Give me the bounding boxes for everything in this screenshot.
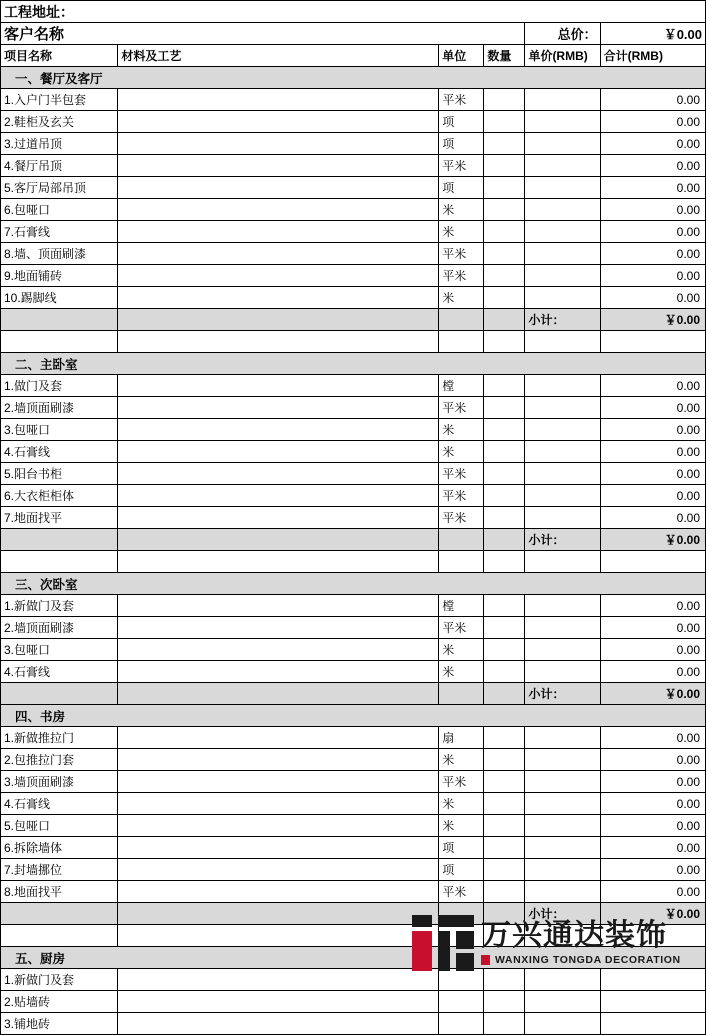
row-unit-cell: 平米 xyxy=(439,617,484,639)
row-total-cell: 0.00 xyxy=(600,441,705,463)
row-qty-cell[interactable] xyxy=(484,155,525,177)
row-price-cell[interactable] xyxy=(525,617,600,639)
row-qty-cell[interactable] xyxy=(484,727,525,749)
total-price-value: ￥0.00 xyxy=(600,23,705,45)
row-price-cell[interactable] xyxy=(525,661,600,683)
table-row[interactable] xyxy=(1,397,706,419)
row-item-name: 1.新做门及套 xyxy=(1,969,118,991)
row-qty-cell[interactable] xyxy=(484,463,525,485)
subtotal-row xyxy=(1,529,706,551)
row-item-name: 6.包哑口 xyxy=(1,199,118,221)
row-total-cell xyxy=(600,969,705,991)
row-price-cell[interactable] xyxy=(525,419,600,441)
section-title: 五、厨房 xyxy=(1,947,706,969)
row-material-cell[interactable] xyxy=(118,221,439,243)
customer-name-label: 客户名称 xyxy=(1,23,525,45)
table-row[interactable] xyxy=(1,485,706,507)
row-price-cell[interactable] xyxy=(525,837,600,859)
row-material-cell[interactable] xyxy=(118,507,439,529)
logo-company-name-cn: 万兴通达装饰 xyxy=(481,918,667,953)
subtotal-blank-3 xyxy=(439,529,484,551)
table-row[interactable] xyxy=(1,639,706,661)
spacer-cell-2 xyxy=(118,925,439,947)
table-row[interactable] xyxy=(1,727,706,749)
row-material-cell[interactable] xyxy=(118,617,439,639)
row-item-name: 3.过道吊顶 xyxy=(1,133,118,155)
subtotal-label: 小计： xyxy=(525,903,600,925)
row-material-cell[interactable] xyxy=(118,793,439,815)
row-price-cell[interactable] xyxy=(525,199,600,221)
row-qty-cell[interactable] xyxy=(484,177,525,199)
subtotal-blank-1 xyxy=(1,683,118,705)
row-total-cell: 0.00 xyxy=(600,815,705,837)
row-qty-cell[interactable] xyxy=(484,771,525,793)
row-qty-cell[interactable] xyxy=(484,595,525,617)
row-qty-cell[interactable] xyxy=(484,859,525,881)
row-item-name: 4.餐厅吊顶 xyxy=(1,155,118,177)
row-material-cell[interactable] xyxy=(118,287,439,309)
row-total-cell: 0.00 xyxy=(600,133,705,155)
row-unit-cell: 平米 xyxy=(439,243,484,265)
subtotal-blank-2 xyxy=(118,683,439,705)
spacer-cell-4 xyxy=(484,331,525,353)
table-row[interactable] xyxy=(1,221,706,243)
row-qty-cell[interactable] xyxy=(484,969,525,991)
row-unit-cell: 扇 xyxy=(439,727,484,749)
row-price-cell[interactable] xyxy=(525,265,600,287)
row-item-name: 4.石膏线 xyxy=(1,793,118,815)
row-item-name: 2.贴墙砖 xyxy=(1,991,118,1013)
row-total-cell: 0.00 xyxy=(600,199,705,221)
table-row[interactable] xyxy=(1,771,706,793)
customer-row xyxy=(1,23,706,45)
row-unit-cell: 米 xyxy=(439,419,484,441)
row-qty-cell[interactable] xyxy=(484,485,525,507)
row-material-cell[interactable] xyxy=(118,419,439,441)
row-material-cell[interactable] xyxy=(118,749,439,771)
row-unit-cell: 米 xyxy=(439,639,484,661)
row-unit-cell: 平米 xyxy=(439,485,484,507)
subtotal-blank-2 xyxy=(118,309,439,331)
table-row[interactable] xyxy=(1,441,706,463)
spacer-cell-3 xyxy=(439,331,484,353)
row-item-name: 3.铺地砖 xyxy=(1,1013,118,1035)
row-qty-cell[interactable] xyxy=(484,881,525,903)
section-header-row xyxy=(1,705,706,727)
spacer-cell-4 xyxy=(484,551,525,573)
section-title: 二、主卧室 xyxy=(1,353,706,375)
spacer-cell-6 xyxy=(600,925,705,947)
row-total-cell: 0.00 xyxy=(600,177,705,199)
row-material-cell[interactable] xyxy=(118,265,439,287)
row-total-cell xyxy=(600,1013,705,1035)
row-unit-cell xyxy=(439,1013,484,1035)
row-material-cell[interactable] xyxy=(118,199,439,221)
table-row[interactable] xyxy=(1,89,706,111)
row-item-name: 7.石膏线 xyxy=(1,221,118,243)
row-item-name: 1.入户门半包套 xyxy=(1,89,118,111)
section-header-row xyxy=(1,353,706,375)
row-unit-cell: 项 xyxy=(439,859,484,881)
row-material-cell[interactable] xyxy=(118,441,439,463)
row-item-name: 1.新做推拉门 xyxy=(1,727,118,749)
row-qty-cell[interactable] xyxy=(484,287,525,309)
row-material-cell[interactable] xyxy=(118,155,439,177)
table-row[interactable] xyxy=(1,661,706,683)
row-total-cell: 0.00 xyxy=(600,265,705,287)
row-qty-cell[interactable] xyxy=(484,133,525,155)
table-row[interactable] xyxy=(1,991,706,1013)
row-material-cell[interactable] xyxy=(118,397,439,419)
col-header-unit: 单位 xyxy=(439,45,484,67)
section-title: 三、次卧室 xyxy=(1,573,706,595)
subtotal-value: ￥0.00 xyxy=(600,683,705,705)
subtotal-label: 小计： xyxy=(525,683,600,705)
table-row[interactable] xyxy=(1,265,706,287)
subtotal-blank-4 xyxy=(484,683,525,705)
row-total-cell: 0.00 xyxy=(600,595,705,617)
row-total-cell: 0.00 xyxy=(600,771,705,793)
row-price-cell[interactable] xyxy=(525,771,600,793)
section-title: 一、餐厅及客厅 xyxy=(1,67,706,89)
row-qty-cell[interactable] xyxy=(484,199,525,221)
section-header-row xyxy=(1,573,706,595)
subtotal-label: 小计： xyxy=(525,309,600,331)
subtotal-blank-1 xyxy=(1,903,118,925)
row-unit-cell xyxy=(439,969,484,991)
subtotal-blank-3 xyxy=(439,903,484,925)
row-unit-cell: 项 xyxy=(439,177,484,199)
section-header-row xyxy=(1,947,706,969)
subtotal-blank-4 xyxy=(484,529,525,551)
spacer-cell-1 xyxy=(1,331,118,353)
row-item-name: 1.做门及套 xyxy=(1,375,118,397)
subtotal-row xyxy=(1,309,706,331)
address-row xyxy=(1,1,706,23)
row-material-cell[interactable] xyxy=(118,859,439,881)
col-header-price: 单价(RMB) xyxy=(525,45,600,67)
row-total-cell: 0.00 xyxy=(600,243,705,265)
table-row[interactable] xyxy=(1,859,706,881)
row-price-cell[interactable] xyxy=(525,463,600,485)
subtotal-blank-4 xyxy=(484,903,525,925)
table-row[interactable] xyxy=(1,507,706,529)
table-row[interactable] xyxy=(1,111,706,133)
logo-company-name-en: WANXING TONGDA DECORATION xyxy=(495,954,681,966)
row-qty-cell[interactable] xyxy=(484,1013,525,1035)
row-qty-cell[interactable] xyxy=(484,639,525,661)
subtotal-row xyxy=(1,903,706,925)
row-item-name: 10.踢脚线 xyxy=(1,287,118,309)
row-item-name: 2.包推拉门套 xyxy=(1,749,118,771)
row-unit-cell: 米 xyxy=(439,815,484,837)
row-unit-cell: 平米 xyxy=(439,507,484,529)
col-header-name: 项目名称 xyxy=(1,45,118,67)
row-price-cell[interactable] xyxy=(525,177,600,199)
table-row[interactable] xyxy=(1,155,706,177)
row-item-name: 1.新做门及套 xyxy=(1,595,118,617)
row-item-name: 2.墙顶面刷漆 xyxy=(1,397,118,419)
subtotal-blank-2 xyxy=(118,903,439,925)
row-unit-cell: 米 xyxy=(439,287,484,309)
subtotal-blank-1 xyxy=(1,529,118,551)
row-material-cell[interactable] xyxy=(118,89,439,111)
table-row[interactable] xyxy=(1,177,706,199)
table-row[interactable] xyxy=(1,375,706,397)
row-total-cell: 0.00 xyxy=(600,859,705,881)
row-price-cell[interactable] xyxy=(525,397,600,419)
subtotal-value: ￥0.00 xyxy=(600,529,705,551)
row-total-cell: 0.00 xyxy=(600,397,705,419)
row-price-cell[interactable] xyxy=(525,441,600,463)
row-price-cell[interactable] xyxy=(525,155,600,177)
row-material-cell[interactable] xyxy=(118,837,439,859)
row-unit-cell: 平米 xyxy=(439,265,484,287)
row-total-cell: 0.00 xyxy=(600,639,705,661)
row-price-cell[interactable] xyxy=(525,793,600,815)
row-total-cell: 0.00 xyxy=(600,111,705,133)
subtotal-value: ￥0.00 xyxy=(600,309,705,331)
row-qty-cell[interactable] xyxy=(484,89,525,111)
row-unit-cell: 平米 xyxy=(439,771,484,793)
row-total-cell: 0.00 xyxy=(600,507,705,529)
row-unit-cell: 樘 xyxy=(439,595,484,617)
row-item-name: 2.鞋柜及玄关 xyxy=(1,111,118,133)
row-unit-cell: 项 xyxy=(439,133,484,155)
row-unit-cell: 米 xyxy=(439,199,484,221)
row-material-cell[interactable] xyxy=(118,111,439,133)
row-item-name: 3.包哑口 xyxy=(1,419,118,441)
row-qty-cell[interactable] xyxy=(484,221,525,243)
table-row[interactable] xyxy=(1,815,706,837)
row-material-cell[interactable] xyxy=(118,771,439,793)
row-material-cell[interactable] xyxy=(118,375,439,397)
table-row[interactable] xyxy=(1,617,706,639)
row-unit-cell: 米 xyxy=(439,749,484,771)
spacer-row xyxy=(1,551,706,573)
spacer-cell-4 xyxy=(484,925,525,947)
row-qty-cell[interactable] xyxy=(484,617,525,639)
row-total-cell: 0.00 xyxy=(600,881,705,903)
row-qty-cell[interactable] xyxy=(484,661,525,683)
column-header-row xyxy=(1,45,706,67)
row-item-name: 4.石膏线 xyxy=(1,661,118,683)
row-qty-cell[interactable] xyxy=(484,507,525,529)
subtotal-row xyxy=(1,683,706,705)
row-qty-cell[interactable] xyxy=(484,375,525,397)
row-item-name: 3.包哑口 xyxy=(1,639,118,661)
table-row[interactable] xyxy=(1,463,706,485)
row-price-cell[interactable] xyxy=(525,221,600,243)
table-row[interactable] xyxy=(1,287,706,309)
row-unit-cell: 米 xyxy=(439,793,484,815)
row-price-cell[interactable] xyxy=(525,859,600,881)
section-title: 四、书房 xyxy=(1,705,706,727)
row-total-cell: 0.00 xyxy=(600,375,705,397)
row-material-cell[interactable] xyxy=(118,991,439,1013)
row-unit-cell: 米 xyxy=(439,441,484,463)
subtotal-value: ￥0.00 xyxy=(600,903,705,925)
row-material-cell[interactable] xyxy=(118,727,439,749)
row-price-cell[interactable] xyxy=(525,881,600,903)
row-unit-cell: 项 xyxy=(439,837,484,859)
row-qty-cell[interactable] xyxy=(484,837,525,859)
row-price-cell[interactable] xyxy=(525,991,600,1013)
row-qty-cell[interactable] xyxy=(484,749,525,771)
col-header-total: 合计(RMB) xyxy=(600,45,705,67)
row-item-name: 3.墙顶面刷漆 xyxy=(1,771,118,793)
row-unit-cell: 平米 xyxy=(439,881,484,903)
quote-body xyxy=(1,67,706,1035)
row-price-cell[interactable] xyxy=(525,89,600,111)
row-price-cell[interactable] xyxy=(525,639,600,661)
table-row[interactable] xyxy=(1,969,706,991)
row-material-cell[interactable] xyxy=(118,815,439,837)
table-row[interactable] xyxy=(1,793,706,815)
row-total-cell: 0.00 xyxy=(600,221,705,243)
subtotal-blank-3 xyxy=(439,683,484,705)
row-material-cell[interactable] xyxy=(118,881,439,903)
row-item-name: 8.墙、顶面刷漆 xyxy=(1,243,118,265)
spacer-cell-5 xyxy=(525,331,600,353)
spacer-cell-3 xyxy=(439,551,484,573)
row-item-name: 4.石膏线 xyxy=(1,441,118,463)
row-total-cell: 0.00 xyxy=(600,837,705,859)
row-unit-cell: 平米 xyxy=(439,155,484,177)
row-price-cell[interactable] xyxy=(525,749,600,771)
row-price-cell[interactable] xyxy=(525,375,600,397)
row-total-cell: 0.00 xyxy=(600,485,705,507)
spacer-cell-2 xyxy=(118,331,439,353)
row-total-cell: 0.00 xyxy=(600,155,705,177)
spacer-cell-6 xyxy=(600,551,705,573)
row-item-name: 9.地面铺砖 xyxy=(1,265,118,287)
row-item-name: 5.客厅局部吊顶 xyxy=(1,177,118,199)
row-total-cell: 0.00 xyxy=(600,89,705,111)
row-material-cell[interactable] xyxy=(118,969,439,991)
spacer-row xyxy=(1,331,706,353)
row-price-cell[interactable] xyxy=(525,1013,600,1035)
subtotal-blank-2 xyxy=(118,529,439,551)
row-item-name: 6.大衣柜柜体 xyxy=(1,485,118,507)
row-total-cell: 0.00 xyxy=(600,463,705,485)
spacer-cell-2 xyxy=(118,551,439,573)
row-price-cell[interactable] xyxy=(525,243,600,265)
row-price-cell[interactable] xyxy=(525,507,600,529)
row-price-cell[interactable] xyxy=(525,815,600,837)
table-row[interactable] xyxy=(1,199,706,221)
row-price-cell[interactable] xyxy=(525,595,600,617)
row-item-name: 7.封墙挪位 xyxy=(1,859,118,881)
row-qty-cell[interactable] xyxy=(484,111,525,133)
table-row[interactable] xyxy=(1,419,706,441)
row-item-name: 7.地面找平 xyxy=(1,507,118,529)
row-total-cell: 0.00 xyxy=(600,287,705,309)
row-total-cell: 0.00 xyxy=(600,749,705,771)
row-total-cell: 0.00 xyxy=(600,617,705,639)
total-price-label: 总价： xyxy=(525,23,600,45)
section-header-row xyxy=(1,67,706,89)
row-unit-cell: 樘 xyxy=(439,375,484,397)
table-row[interactable] xyxy=(1,243,706,265)
row-material-cell[interactable] xyxy=(118,1013,439,1035)
row-price-cell[interactable] xyxy=(525,969,600,991)
row-price-cell[interactable] xyxy=(525,485,600,507)
table-row[interactable] xyxy=(1,749,706,771)
row-unit-cell: 平米 xyxy=(439,397,484,419)
row-qty-cell[interactable] xyxy=(484,419,525,441)
spacer-cell-1 xyxy=(1,925,118,947)
row-qty-cell[interactable] xyxy=(484,265,525,287)
row-unit-cell: 米 xyxy=(439,221,484,243)
row-total-cell: 0.00 xyxy=(600,419,705,441)
row-material-cell[interactable] xyxy=(118,177,439,199)
row-material-cell[interactable] xyxy=(118,243,439,265)
spacer-row xyxy=(1,925,706,947)
row-qty-cell[interactable] xyxy=(484,991,525,1013)
row-unit-cell: 米 xyxy=(439,661,484,683)
spacer-cell-3 xyxy=(439,925,484,947)
row-unit-cell: 平米 xyxy=(439,463,484,485)
subtotal-label: 小计： xyxy=(525,529,600,551)
row-material-cell[interactable] xyxy=(118,133,439,155)
project-address-label: 工程地址： xyxy=(1,1,706,23)
subtotal-blank-1 xyxy=(1,309,118,331)
table-row[interactable] xyxy=(1,133,706,155)
row-item-name: 2.墙顶面刷漆 xyxy=(1,617,118,639)
row-material-cell[interactable] xyxy=(118,639,439,661)
row-qty-cell[interactable] xyxy=(484,397,525,419)
row-price-cell[interactable] xyxy=(525,727,600,749)
row-material-cell[interactable] xyxy=(118,595,439,617)
row-unit-cell: 项 xyxy=(439,111,484,133)
row-total-cell xyxy=(600,991,705,1013)
col-header-qty: 数量 xyxy=(484,45,525,67)
row-qty-cell[interactable] xyxy=(484,243,525,265)
col-header-material: 材料及工艺 xyxy=(118,45,439,67)
row-qty-cell[interactable] xyxy=(484,815,525,837)
row-qty-cell[interactable] xyxy=(484,441,525,463)
row-unit-cell: 平米 xyxy=(439,89,484,111)
row-price-cell[interactable] xyxy=(525,111,600,133)
row-price-cell[interactable] xyxy=(525,287,600,309)
table-row[interactable] xyxy=(1,595,706,617)
spacer-cell-6 xyxy=(600,331,705,353)
row-material-cell[interactable] xyxy=(118,485,439,507)
row-item-name: 5.阳台书柜 xyxy=(1,463,118,485)
row-total-cell: 0.00 xyxy=(600,793,705,815)
spacer-cell-5 xyxy=(525,925,600,947)
spacer-cell-5 xyxy=(525,551,600,573)
spacer-cell-1 xyxy=(1,551,118,573)
row-material-cell[interactable] xyxy=(118,661,439,683)
row-price-cell[interactable] xyxy=(525,133,600,155)
table-row[interactable] xyxy=(1,881,706,903)
row-item-name: 5.包哑口 xyxy=(1,815,118,837)
row-item-name: 6.拆除墙体 xyxy=(1,837,118,859)
row-item-name: 8.地面找平 xyxy=(1,881,118,903)
subtotal-blank-4 xyxy=(484,309,525,331)
row-qty-cell[interactable] xyxy=(484,793,525,815)
row-total-cell: 0.00 xyxy=(600,661,705,683)
row-unit-cell xyxy=(439,991,484,1013)
subtotal-blank-3 xyxy=(439,309,484,331)
row-total-cell: 0.00 xyxy=(600,727,705,749)
row-material-cell[interactable] xyxy=(118,463,439,485)
table-row[interactable] xyxy=(1,1013,706,1035)
table-row[interactable] xyxy=(1,837,706,859)
